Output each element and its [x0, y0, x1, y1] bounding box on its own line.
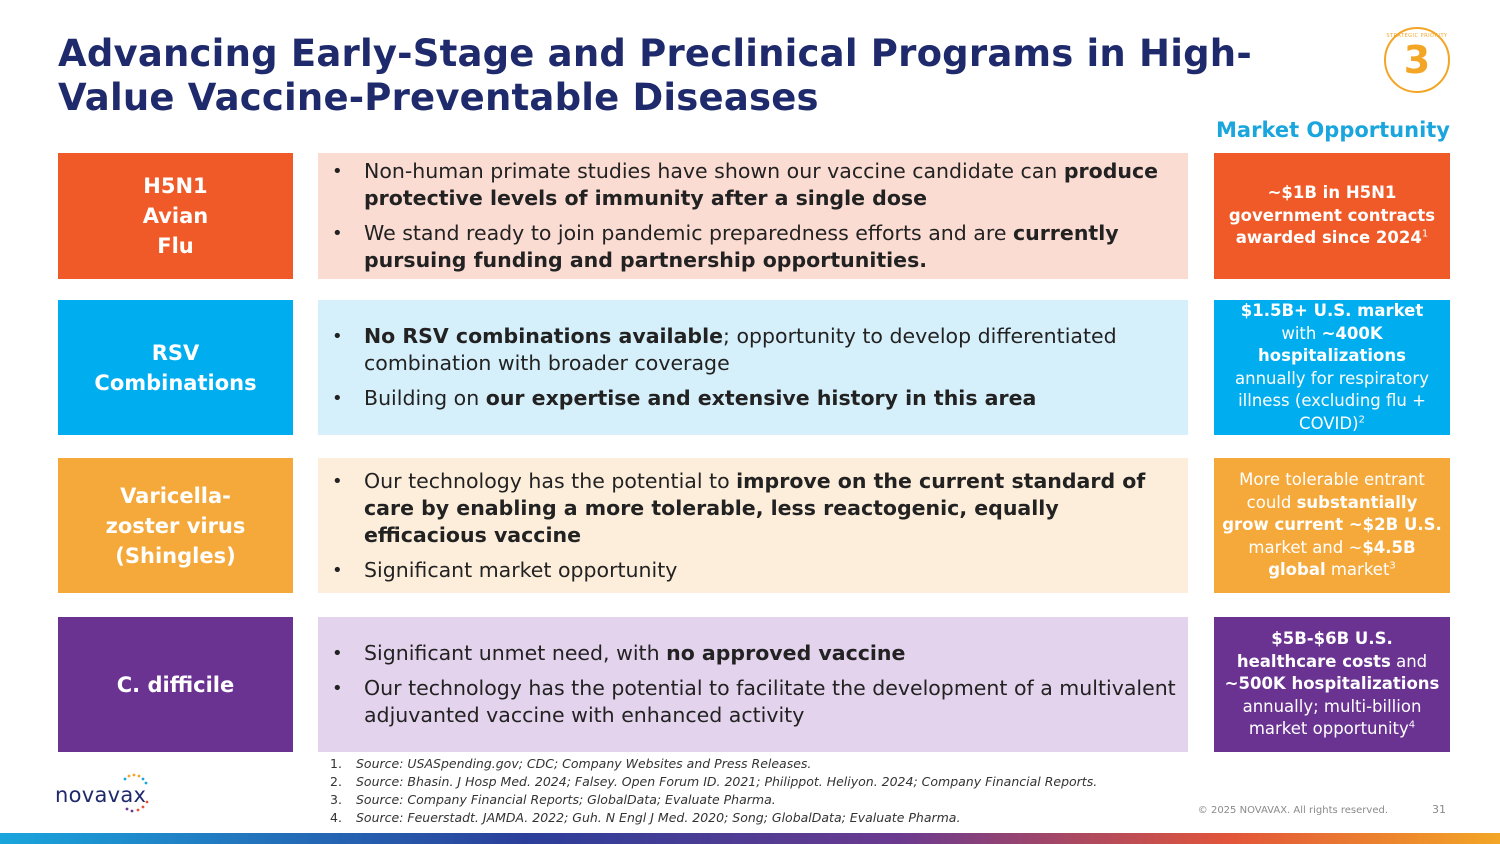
footnote — [330, 809, 1230, 827]
market-text: More tolerable entrant could — [1239, 470, 1425, 512]
program-label-text: H5N1 Avian Flu — [142, 174, 209, 258]
bullet-item — [330, 385, 1176, 412]
program-description-shingles — [318, 458, 1188, 593]
footnote — [330, 791, 1230, 809]
program-label-rsv — [58, 300, 293, 435]
footnote-text: Source: Bhasin. J Hosp Med. 2024; Falsey. Open Forum ID. 2021; Philippot. Heliyon. 2024; Company Financial Reports. — [356, 774, 1098, 789]
bullet-bold-text: our expertise and extensive history in this area — [485, 386, 1037, 410]
program-label-h5n1 — [58, 153, 293, 279]
program-label-text: C. difficile — [116, 672, 235, 697]
market-opportunity-heading: Market Opportunity — [1216, 118, 1450, 142]
footnote-number: 2. — [330, 774, 342, 789]
bullet-text: Non-human primate studies have shown our vaccine candidate can — [364, 159, 1064, 183]
program-description-cdiff — [318, 617, 1188, 752]
bullet-item — [330, 640, 1176, 667]
market-opportunity-cdiff — [1214, 617, 1450, 752]
page-title: Advancing Early-Stage and Preclinical Programs in High-Value Vaccine-Preventable Diseases — [58, 32, 1252, 119]
bullet-bold-text: no approved vaccine — [666, 641, 906, 665]
market-opportunity-text — [1222, 628, 1442, 741]
footnote — [330, 773, 1230, 791]
logo-wordmark: novavax — [55, 783, 147, 807]
market-text: $5B-$6B U.S. healthcare costs — [1236, 629, 1393, 671]
market-text: ~500K hospitalizations — [1224, 674, 1440, 694]
market-text: annually for respiratory illness (excluding flu + COVID) — [1235, 368, 1429, 433]
market-text: annually; multi-billion market opportunity — [1242, 696, 1422, 739]
market-text: and — [1390, 651, 1428, 671]
footnote-ref: 4 — [1408, 719, 1416, 731]
bullet-text: Building on — [364, 386, 486, 410]
market-text: $1.5B+ U.S. market — [1240, 301, 1424, 320]
bullet-bold-text: currently pursuing funding and partnership opportunities. — [364, 221, 1119, 272]
badge-arc-text: STRATEGIC PRIORITY — [1386, 33, 1448, 39]
bullet-item — [330, 220, 1176, 274]
market-opportunity-text — [1222, 300, 1442, 435]
market-text: $4.5B global — [1268, 537, 1416, 580]
footnote — [330, 755, 1230, 773]
bullet-text: We stand ready to join pandemic preparedness efforts and are — [364, 221, 1013, 245]
bullet-item — [330, 158, 1176, 212]
bullet-text: Significant market opportunity — [364, 557, 678, 582]
footnote-number: 3. — [330, 792, 342, 807]
program-label-text: Varicella- zoster virus (Shingles) — [105, 483, 246, 568]
market-opportunity-rsv — [1214, 300, 1450, 435]
bullet-item — [330, 468, 1176, 549]
footnote-ref: 3 — [1389, 560, 1396, 572]
program-description-rsv — [318, 300, 1188, 435]
footnote-number: 4. — [330, 810, 342, 825]
bullet-text: Our technology has the potential to — [364, 468, 737, 493]
footnote-text: Source: USASpending.gov; CDC; Company Websites and Press Releases. — [356, 756, 812, 771]
market-opportunity-text — [1222, 182, 1442, 250]
bullet-text: Our technology has the potential to facilitate the development of a multivalent adjuvanted vaccine with enhanced activity — [364, 676, 1176, 727]
bottom-gradient-bar — [0, 833, 1500, 844]
market-text: substantially grow current ~$2B U.S. — [1222, 492, 1442, 535]
market-text: ~$1B in H5N1 government contracts awarded since 2024 — [1228, 183, 1436, 248]
footnote-number: 1. — [330, 756, 342, 771]
footnote-ref: 1 — [1421, 228, 1429, 240]
market-opportunity-h5n1 — [1214, 153, 1450, 279]
footnote-text: Source: Feuerstadt. JAMDA. 2022; Guh. N Engl J Med. 2020; Song; GlobalData; Evaluate Pharma. — [356, 810, 961, 825]
footnote-ref: 2 — [1358, 414, 1365, 425]
program-label-text: RSV Combinations — [94, 340, 257, 395]
strategic-priority-badge — [1384, 27, 1450, 93]
market-opportunity-text — [1222, 469, 1442, 582]
badge-number: 3 — [1403, 38, 1431, 82]
bullet-bold-text: improve on the current standard of care by enabling a more tolerable, less reactogenic, equally efficacious vaccine — [364, 468, 1146, 547]
market-text: market and ~ — [1248, 537, 1363, 557]
footnote-text: Source: Company Financial Reports; GlobalData; Evaluate Pharma. — [356, 792, 776, 807]
bullet-bold-text: produce protective levels of immunity after a single dose — [364, 159, 1159, 210]
novavax-logo — [55, 772, 155, 816]
bullet-text: Significant unmet need, with — [364, 641, 667, 665]
market-text: market — [1325, 560, 1390, 580]
program-label-shingles — [58, 458, 293, 593]
program-label-cdiff — [58, 617, 293, 752]
copyright: © 2025 NOVAVAX. All rights reserved. — [1197, 805, 1388, 816]
market-text: ~400K hospitalizations — [1258, 323, 1406, 365]
market-text: with — [1281, 323, 1322, 343]
bullet-item — [330, 557, 1176, 584]
bullet-bold-text: No RSV combinations available — [364, 324, 724, 348]
market-opportunity-shingles — [1214, 458, 1450, 593]
bullet-item — [330, 323, 1176, 377]
program-description-h5n1 — [318, 153, 1188, 279]
bullet-item — [330, 675, 1176, 729]
page-number: 31 — [1432, 803, 1446, 816]
bullet-text: ; opportunity to develop differentiated combination with broader coverage — [364, 324, 1117, 375]
footnotes — [330, 755, 1230, 827]
